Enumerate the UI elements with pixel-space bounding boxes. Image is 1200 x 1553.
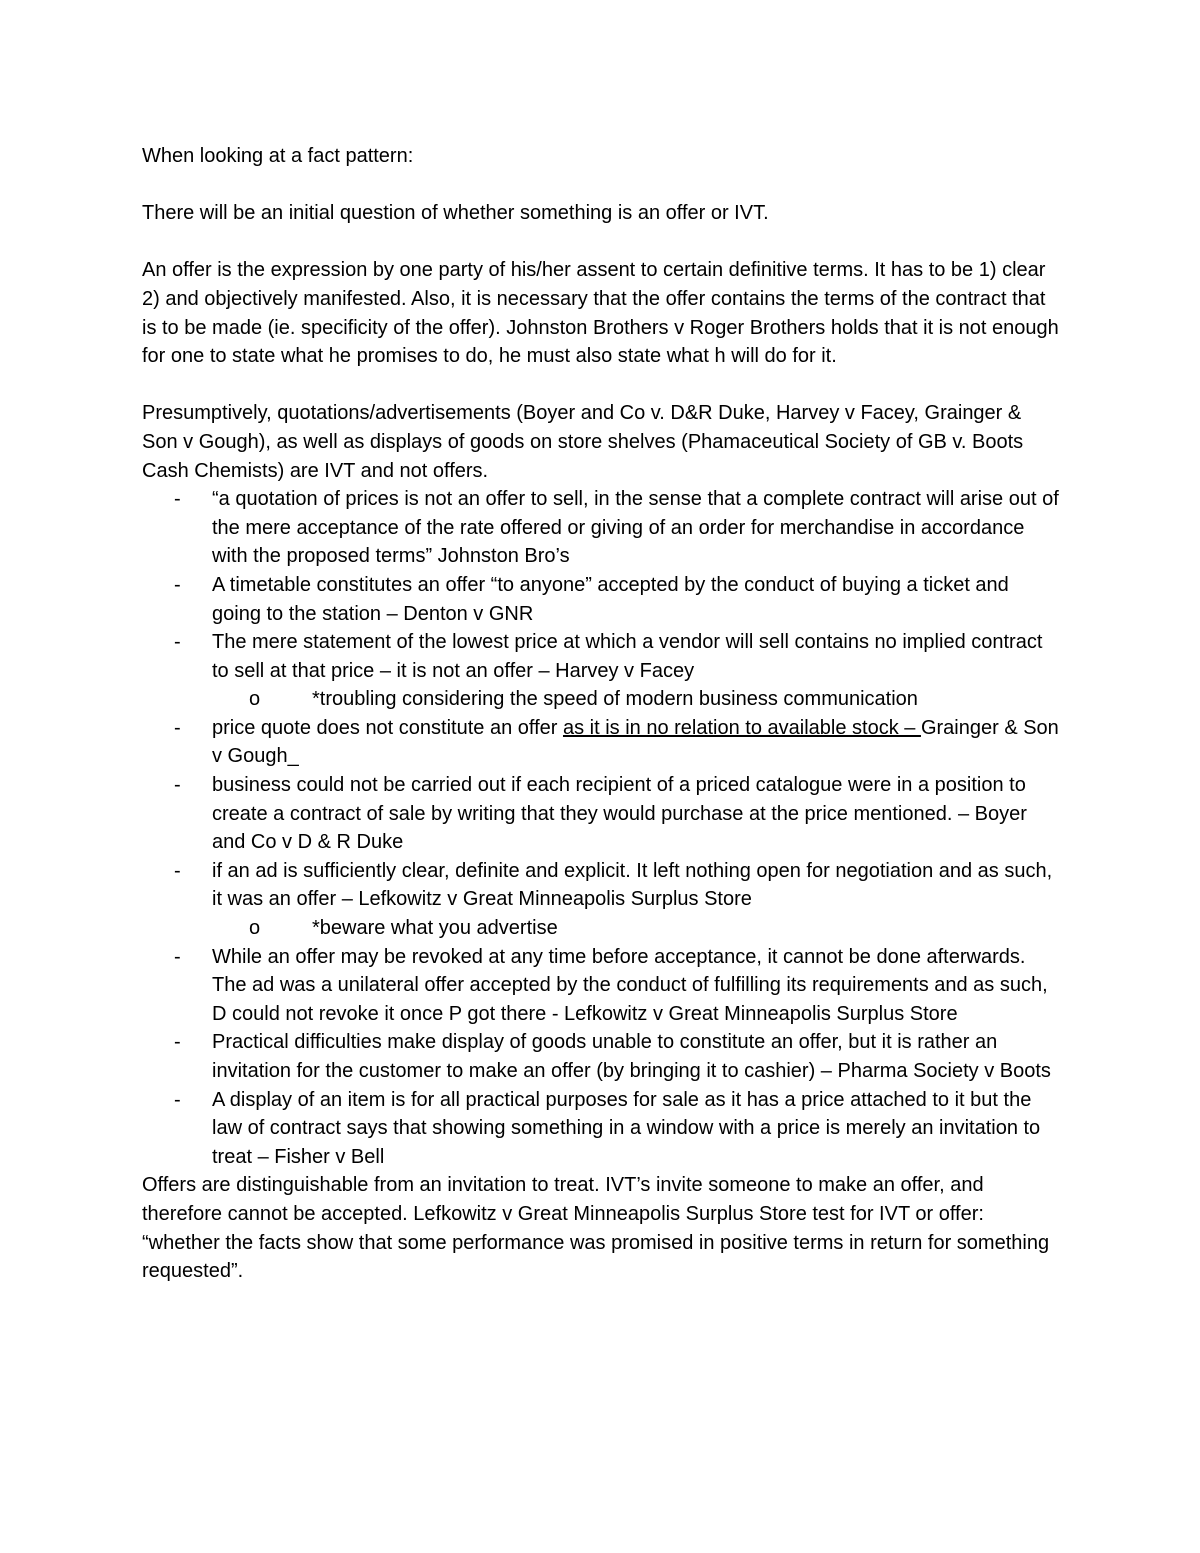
list-item (142, 943, 1062, 1029)
bullet-text: “a quotation of prices is not an offer to sell, in the sense that a complete contract will arise out of the mere acceptance of the rate offered or giving of an order for merchandise in accordance with the proposed terms” Johnston Bro’s (212, 488, 1059, 568)
presumption-paragraph: Presumptively, quotations/advertisements (Boyer and Co v. D&R Duke, Harvey v Facey, Grainger & Son v Gough), as well as displays of goods on store shelves (Phamaceutical Society of GB v. Boots Cash Chemists) are IVT and not offers. (142, 402, 1024, 482)
heading: When looking at a fact pattern: (142, 145, 414, 167)
list-item (142, 1086, 1062, 1172)
list-item (142, 628, 1062, 685)
offer-definition-paragraph: An offer is the expression by one party of his/her assent to certain definitive terms. It has to be 1) clear 2) and objectively manifested. Also, it is necessary that the offer contains the terms of the contract that is to be made (ie. specificity of the offer). Johnston Brothers v Roger Brothers holds that it is not enough for one to state what he promises to do, he must also state what h will do for it. (142, 259, 1059, 368)
intro-paragraph: There will be an initial question of whether something is an offer or IVT. (142, 202, 769, 225)
trailing-underscore: _ (287, 745, 299, 768)
bullet-text-start: price quote does not constitute an offer (212, 716, 563, 739)
sub-bullet-text: *beware what you advertise (312, 917, 558, 940)
list-item (142, 857, 1062, 914)
bullet-marker: - (174, 716, 181, 739)
list-item (142, 714, 1062, 771)
conclusion-paragraph: Offers are distinguishable from an invitation to treat. IVT’s invite someone to make an offer, and therefore cannot be accepted. Lefkowitz v Great Minneapolis Surplus Store test for IVT or offer: “whether the facts show that some performance was promised in positive terms in return for something requested”. (142, 1174, 1050, 1283)
bullet-text: A display of an item is for all practical purposes for sale as it has a price attached to it but the law of contract says that showing something in a window with a price is merely an invitation to treat – Fisher v Bell (212, 1088, 1041, 1168)
bullet-text: A timetable constitutes an offer “to anyone” accepted by the conduct of buying a ticket and going to the station – Denton v GNR (212, 573, 1009, 625)
bullet-marker: - (174, 573, 181, 596)
list-item (142, 1028, 1062, 1085)
sub-bullet-marker: o (249, 688, 261, 711)
bullet-text: if an ad is sufficiently clear, definite and explicit. It left nothing open for negotiation and as such, it was an offer – Lefkowitz v Great Minneapolis Surplus Store (212, 859, 1053, 911)
bullet-marker: - (174, 488, 181, 511)
list-item (142, 771, 1062, 857)
sub-list-item (142, 685, 1062, 714)
sub-bullet-marker: o (249, 917, 261, 940)
bullet-text: business could not be carried out if each recipient of a priced catalogue were in a position to create a contract of sale by writing that they would purchase at the price mentioned. – Boyer and Co v D & R Duke (212, 774, 1027, 854)
bullet-text-end: Grainger & Son v Gough (212, 716, 1059, 768)
sub-list-item (142, 914, 1062, 943)
list-item (142, 571, 1062, 628)
underlined-text: as it is in no relation to available stock – (562, 716, 921, 739)
bullet-text: While an offer may be revoked at any time before acceptance, it cannot be done afterwards. The ad was a unilateral offer accepted by the conduct of fulfilling its requirements and as such, D could not revoke it once P got there - Lefkowitz v Great Minneapolis Surplus Store (212, 945, 1048, 1025)
bullet-text: Practical difficulties make display of goods unable to constitute an offer, but it is rather an invitation for the customer to make an offer (by bringing it to cashier) – Pharma Society v Boots (212, 1031, 1051, 1082)
sub-bullet-text: *troubling considering the speed of modern business communication (312, 688, 918, 711)
bullet-marker: - (174, 945, 181, 968)
bullet-marker: - (174, 859, 181, 882)
bullet-marker: - (174, 1088, 181, 1111)
bullet-list (142, 485, 1062, 1171)
bullet-marker: - (174, 774, 181, 797)
bullet-marker: - (174, 1031, 181, 1054)
document-body (142, 142, 1062, 1286)
bullet-text: The mere statement of the lowest price at which a vendor will sell contains no implied contract to sell at that price – it is not an offer – Harvey v Facey (212, 631, 1043, 682)
bullet-marker: - (174, 631, 181, 654)
list-item (142, 485, 1062, 571)
